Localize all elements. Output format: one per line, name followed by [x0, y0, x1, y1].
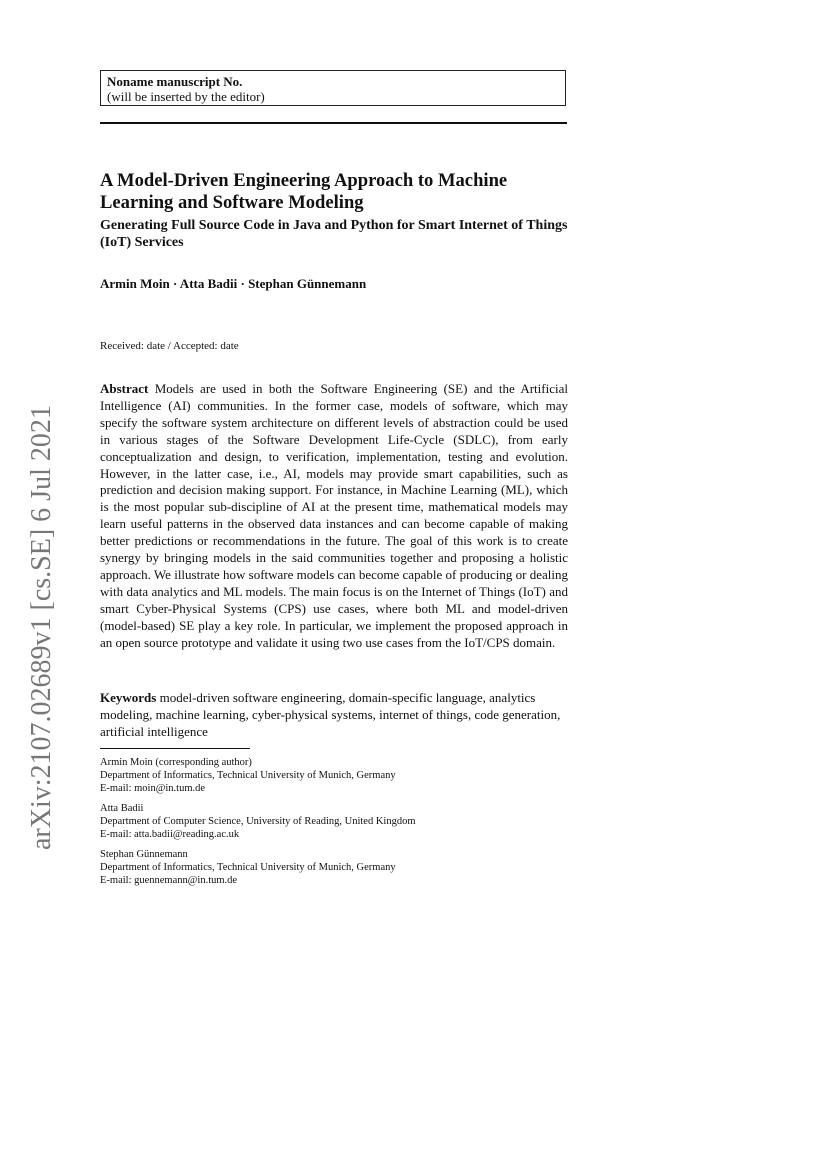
paper-subtitle: Generating Full Source Code in Java and Python for Smart Internet of Things (IoT) Services: [100, 218, 568, 250]
footnote-author-3: [100, 848, 570, 887]
footnote-name: Atta Badii: [100, 803, 144, 814]
editor-note: (will be inserted by the editor): [107, 89, 265, 104]
footnote-name: Armin Moin (corresponding author): [100, 757, 252, 768]
paper-title: A Model-Driven Engineering Approach to Machine Learning and Software Modeling: [100, 170, 508, 213]
footnote-author-1: [100, 756, 570, 795]
footnote-email: E-mail: moin@in.tum.de: [100, 783, 206, 794]
abstract-label: Abstract: [100, 381, 149, 396]
abstract-text: Models are used in both the Software Engineering (SE) and the Artificial Intelligence (AI) communities. In the former case, models of software, which may specify the software system architecture on different levels of abstraction could be used in various stages of the Software Development Life-Cycle (SDLC), from early conceptualization and design, to verification, implementation, testing and evolution. However, in the latter case, i.e., AI, models may provide smart capabilities, such as prediction and decision making support. For instance, in Machine Learning (ML), which is the most popular sub-discipline of AI at the present time, mathematical models may learn useful patterns in the observed data instances and can become capable of making better predictions or recommendations in the future. The goal of this work is to create synergy by bringing models in the said communities together and proposing a holistic approach. We illustrate how software models can become capable of producing or dealing with data analytics and ML models. The main focus is on the Internet of Things (IoT) and smart Cyber-Physical Systems (CPS) use cases, where both ML and model-driven (model-based) SE play a key role. In particular, we implement the proposed approach in an open source prototype and validate it using two use cases from the IoT/CPS domain.: [100, 381, 568, 650]
footnote-email: E-mail: atta.badii@reading.ac.uk: [100, 829, 240, 840]
author-list: Armin Moin · Atta Badii · Stephan Günnemann: [100, 276, 367, 291]
keywords-text: model-driven software engineering, domain-specific language, analytics modeling, machine learning, cyber-physical systems, internet of things, code generation, artificial intelligence: [100, 690, 561, 739]
keywords-label: Keywords: [100, 690, 157, 705]
footnote-name: Stephan Günnemann: [100, 849, 188, 860]
arxiv-stamp: arXiv:2107.02689v1 [cs.SE] 6 Jul 2021: [26, 405, 57, 850]
abstract: [100, 381, 568, 652]
received-line: Received: date / Accepted: date: [100, 340, 239, 352]
footnote-email: E-mail: guennemann@in.tum.de: [100, 875, 238, 886]
editor-box: [100, 70, 566, 106]
header-rule: [100, 122, 567, 124]
footnote-author-2: [100, 802, 570, 841]
footnote-affiliation: Department of Informatics, Technical University of Munich, Germany: [100, 770, 396, 781]
footnote-affiliation: Department of Computer Science, University of Reading, United Kingdom: [100, 816, 416, 827]
keywords: [100, 690, 568, 741]
footnote-rule: [100, 748, 250, 749]
footnote-affiliation: Department of Informatics, Technical University of Munich, Germany: [100, 862, 396, 873]
manuscript-number: Noname manuscript No.: [107, 74, 243, 89]
